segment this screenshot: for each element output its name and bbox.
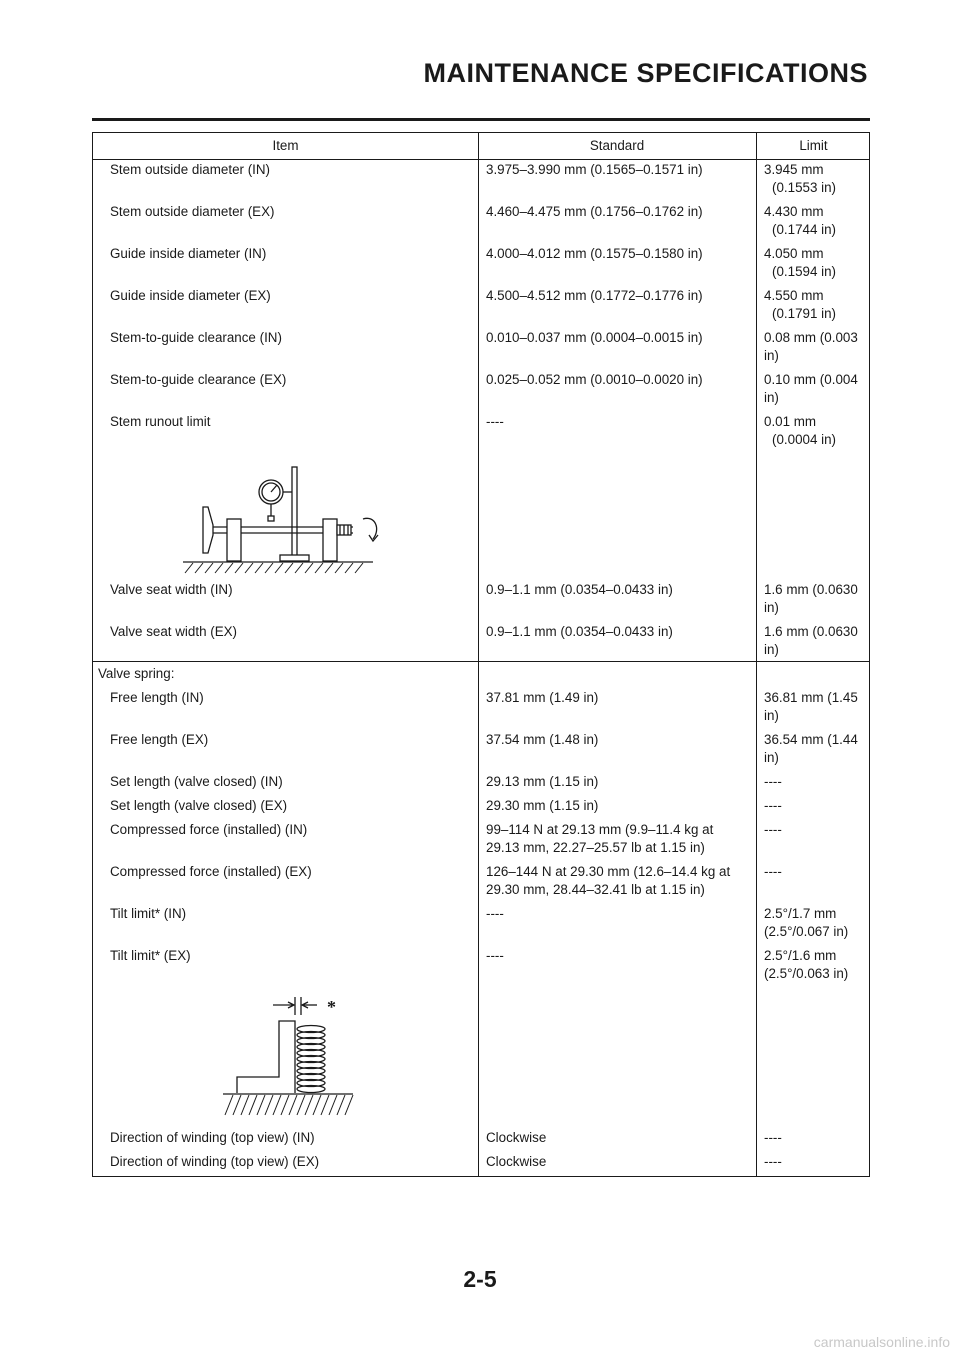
column-header-limit: Limit (799, 138, 828, 153)
spring-row-item: Free length (IN) (110, 690, 204, 705)
row-limit: 1.6 mm (0.0630 (764, 624, 858, 639)
spring-row-standard: Clockwise (486, 1130, 547, 1145)
spring-row-limit: in) (764, 750, 779, 765)
row-standard: 0.9–1.1 mm (0.0354–0.0433 in) (486, 624, 673, 639)
spring-tilt-illustration (213, 991, 363, 1121)
spring-row-item: Tilt limit* (IN) (110, 906, 187, 921)
spring-row-standard: 29.30 mm (1.15 in) (486, 798, 599, 813)
spring-row-standard: 126–144 N at 29.30 mm (12.6–14.4 kg at (486, 864, 731, 879)
title-rule (92, 118, 870, 121)
spring-row-limit: ---- (764, 1154, 782, 1169)
row-limit: 0.10 mm (0.004 (764, 372, 858, 387)
spring-row-limit: ---- (764, 822, 782, 837)
spring-row-item: Tilt limit* (EX) (110, 948, 191, 963)
row-limit: (0.1744 in) (772, 222, 837, 237)
spring-row-item: Compressed force (installed) (IN) (110, 822, 308, 837)
runout-gauge-illustration (183, 459, 483, 575)
spring-row-standard: 29.13 mm, 22.27–25.57 lb at 1.15 in) (486, 840, 705, 855)
spring-row-standard: Clockwise (486, 1154, 547, 1169)
row-standard: 4.000–4.012 mm (0.1575–0.1580 in) (486, 246, 703, 261)
spring-row-limit: (2.5°/0.063 in) (764, 966, 849, 981)
row-standard: 4.460–4.475 mm (0.1756–0.1762 in) (486, 204, 703, 219)
spring-row-standard: ---- (486, 948, 504, 963)
group-label: Valve spring: (98, 666, 175, 681)
row-item: Stem-to-guide clearance (IN) (110, 330, 282, 345)
column-divider (478, 133, 479, 1176)
row-limit: 1.6 mm (0.0630 (764, 582, 858, 597)
row-item: Stem outside diameter (EX) (110, 204, 275, 219)
column-divider (756, 133, 757, 1176)
row-limit: 4.430 mm (764, 204, 824, 219)
spring-row-limit: ---- (764, 798, 782, 813)
column-header-item: Item (272, 138, 299, 153)
footer-watermark: carmanualsonline.info (813, 1334, 950, 1350)
row-limit: 0.08 mm (0.003 (764, 330, 858, 345)
row-item: Stem-to-guide clearance (EX) (110, 372, 287, 387)
spring-row-item: Set length (valve closed) (EX) (110, 798, 288, 813)
spring-row-item: Direction of winding (top view) (IN) (110, 1130, 315, 1145)
row-limit: (0.1594 in) (772, 264, 837, 279)
row-item: Valve seat width (IN) (110, 582, 233, 597)
spring-row-limit: in) (764, 708, 779, 723)
spring-row-item: Set length (valve closed) (IN) (110, 774, 283, 789)
spring-row-standard: 37.81 mm (1.49 in) (486, 690, 599, 705)
spring-row-limit: 2.5°/1.6 mm (764, 948, 837, 963)
row-limit: in) (764, 642, 779, 657)
spring-row-limit: ---- (764, 864, 782, 879)
row-item: Stem runout limit (110, 414, 211, 429)
spring-row-limit: (2.5°/0.067 in) (764, 924, 849, 939)
spring-row-item: Direction of winding (top view) (EX) (110, 1154, 320, 1169)
row-limit: 4.550 mm (764, 288, 824, 303)
spring-row-limit: ---- (764, 774, 782, 789)
column-header-standard: Standard (589, 138, 645, 153)
row-limit: (0.1553 in) (772, 180, 837, 195)
page-title: MAINTENANCE SPECIFICATIONS (423, 58, 868, 88)
row-limit: 3.945 mm (764, 162, 824, 177)
row-standard: 0.9–1.1 mm (0.0354–0.0433 in) (486, 582, 673, 597)
spring-row-limit: 36.81 mm (1.45 (764, 690, 858, 705)
header-divider (93, 159, 869, 160)
row-item: Guide inside diameter (IN) (110, 246, 267, 261)
spring-row-standard: 99–114 N at 29.13 mm (9.9–11.4 kg at (486, 822, 714, 837)
spring-row-limit: 36.54 mm (1.44 (764, 732, 858, 747)
spring-row-standard: 29.13 mm (1.15 in) (486, 774, 599, 789)
row-standard: 0.010–0.037 mm (0.0004–0.0015 in) (486, 330, 703, 345)
row-limit: 4.050 mm (764, 246, 824, 261)
spring-row-item: Compressed force (installed) (EX) (110, 864, 312, 879)
row-standard: 0.025–0.052 mm (0.0010–0.0020 in) (486, 372, 703, 387)
spring-row-standard: ---- (486, 906, 504, 921)
row-item: Valve seat width (EX) (110, 624, 238, 639)
row-limit: in) (764, 348, 779, 363)
row-limit: (0.0004 in) (772, 432, 837, 447)
tilt-marker: * (327, 997, 336, 1017)
spring-row-item: Free length (EX) (110, 732, 209, 747)
row-item: Stem outside diameter (IN) (110, 162, 271, 177)
spring-row-standard: 37.54 mm (1.48 in) (486, 732, 599, 747)
row-limit: in) (764, 600, 779, 615)
row-standard: 3.975–3.990 mm (0.1565–0.1571 in) (486, 162, 703, 177)
row-limit: in) (764, 390, 779, 405)
row-standard: 4.500–4.512 mm (0.1772–0.1776 in) (486, 288, 703, 303)
row-limit: (0.1791 in) (772, 306, 837, 321)
spring-row-standard: 29.30 mm, 28.44–32.41 lb at 1.15 in) (486, 882, 705, 897)
group-divider (93, 661, 869, 662)
spec-table (92, 132, 870, 1177)
spring-row-limit: 2.5°/1.7 mm (764, 906, 837, 921)
row-limit: 0.01 mm (764, 414, 817, 429)
page-number: 2-5 (463, 1266, 497, 1292)
row-standard: ---- (486, 414, 504, 429)
row-item: Guide inside diameter (EX) (110, 288, 271, 303)
spring-row-limit: ---- (764, 1130, 782, 1145)
